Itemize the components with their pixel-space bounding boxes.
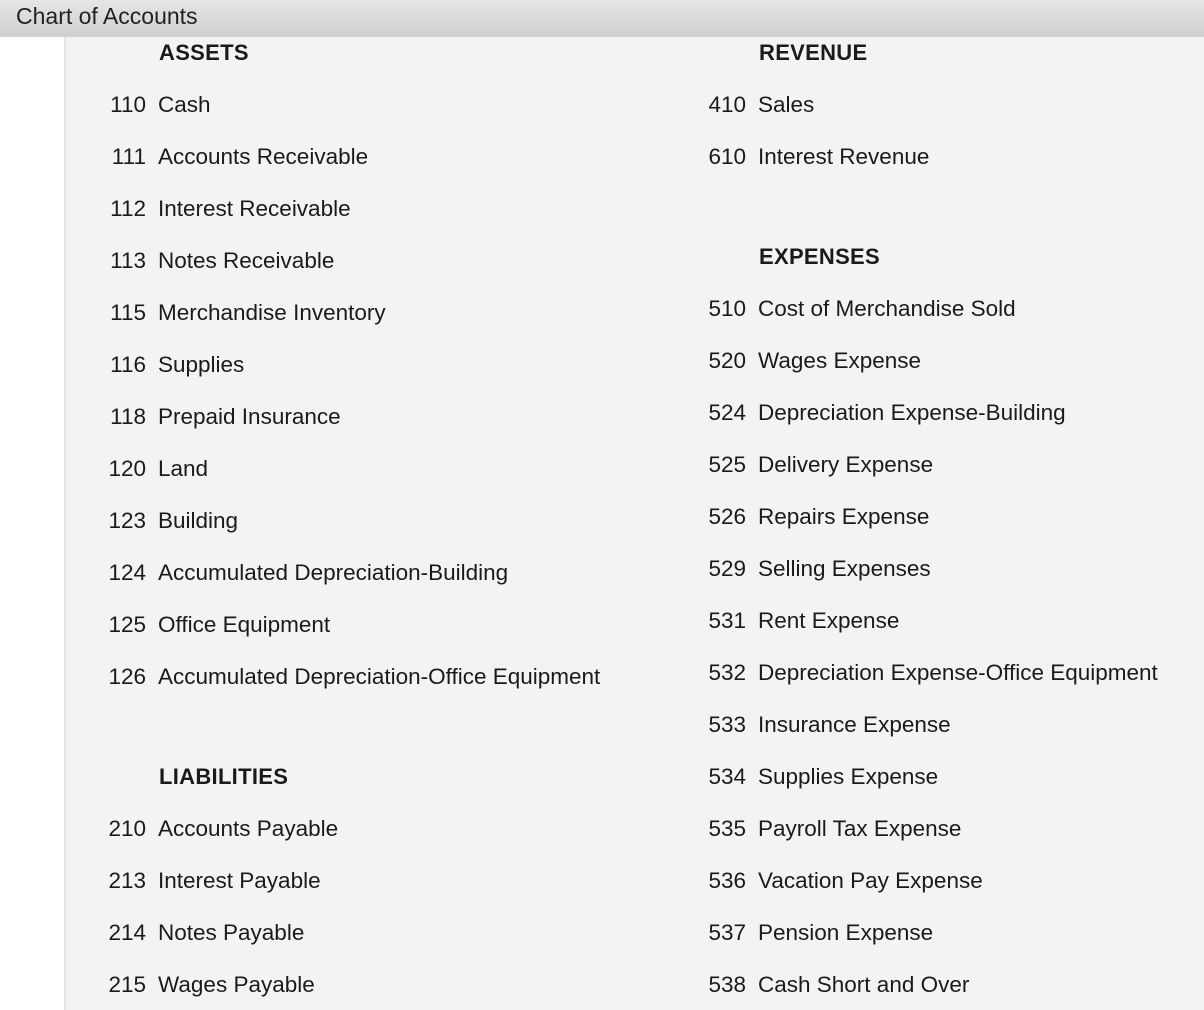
account-number: 210 <box>108 816 146 841</box>
account-name: Insurance Expense <box>758 712 951 737</box>
account-name: Land <box>158 456 209 481</box>
account-name: Depreciation Expense-Building <box>758 400 1066 425</box>
account-number: 110 <box>110 92 146 117</box>
account-name: Repairs Expense <box>758 504 930 529</box>
account-number: 537 <box>708 920 746 945</box>
account-number: 531 <box>708 608 746 633</box>
account-name: Pension Expense <box>758 920 934 945</box>
account-name: Cash Short and Over <box>758 972 970 997</box>
account-name: Building <box>158 508 239 533</box>
account-number: 118 <box>110 404 146 429</box>
account-name: Notes Receivable <box>158 248 335 273</box>
account-name: Depreciation Expense-Office Equipment <box>758 660 1158 685</box>
account-number: 120 <box>108 456 146 481</box>
account-number: 214 <box>108 920 146 945</box>
account-name: Cost of Merchandise Sold <box>758 296 1016 321</box>
account-name: Vacation Pay Expense <box>758 868 983 893</box>
account-number: 111 <box>111 144 146 169</box>
account-name: Cash <box>158 92 211 117</box>
revenue-heading: REVENUE <box>759 40 868 65</box>
account-number: 524 <box>708 400 746 425</box>
account-name: Supplies <box>158 352 245 377</box>
account-number: 520 <box>708 348 746 373</box>
account-name: Selling Expenses <box>758 556 931 581</box>
account-name: Sales <box>758 92 815 117</box>
liabilities-heading: LIABILITIES <box>159 764 289 789</box>
account-name: Office Equipment <box>158 612 331 637</box>
account-name: Accounts Payable <box>158 816 339 841</box>
account-number: 126 <box>108 664 146 689</box>
account-number: 532 <box>708 660 746 685</box>
account-name: Wages Payable <box>158 972 315 997</box>
account-name: Rent Expense <box>758 608 900 633</box>
account-number: 215 <box>108 972 146 997</box>
account-name: Delivery Expense <box>758 452 934 477</box>
account-name: Accumulated Depreciation-Building <box>158 560 509 585</box>
account-number: 533 <box>708 712 746 737</box>
account-number: 125 <box>108 612 146 637</box>
account-name: Interest Payable <box>158 868 321 893</box>
account-number: 410 <box>708 92 746 117</box>
account-number: 510 <box>708 296 746 321</box>
account-name: Accumulated Depreciation-Office Equipment <box>158 664 601 689</box>
account-number: 535 <box>708 816 746 841</box>
account-number: 113 <box>110 248 146 273</box>
expenses-heading: EXPENSES <box>759 244 881 269</box>
account-number: 534 <box>708 764 746 789</box>
account-number: 610 <box>708 144 746 169</box>
account-number: 123 <box>108 508 146 533</box>
account-name: Merchandise Inventory <box>158 300 386 325</box>
account-number: 115 <box>110 300 146 325</box>
account-name: Prepaid Insurance <box>158 404 341 429</box>
account-number: 124 <box>108 560 146 585</box>
account-number: 536 <box>708 868 746 893</box>
window-titlebar <box>0 0 1204 37</box>
account-name: Supplies Expense <box>758 764 939 789</box>
account-number: 538 <box>708 972 746 997</box>
assets-heading: ASSETS <box>159 40 249 65</box>
account-name: Payroll Tax Expense <box>758 816 962 841</box>
account-number: 116 <box>110 352 146 377</box>
account-name: Interest Receivable <box>158 196 351 221</box>
account-number: 525 <box>708 452 746 477</box>
account-name: Interest Revenue <box>758 144 930 169</box>
account-name: Notes Payable <box>158 920 305 945</box>
account-name: Accounts Receivable <box>158 144 369 169</box>
account-number: 529 <box>708 556 746 581</box>
window-title: Chart of Accounts <box>16 3 198 29</box>
account-number: 112 <box>110 196 146 221</box>
account-number: 526 <box>708 504 746 529</box>
account-name: Wages Expense <box>758 348 922 373</box>
account-number: 213 <box>108 868 146 893</box>
